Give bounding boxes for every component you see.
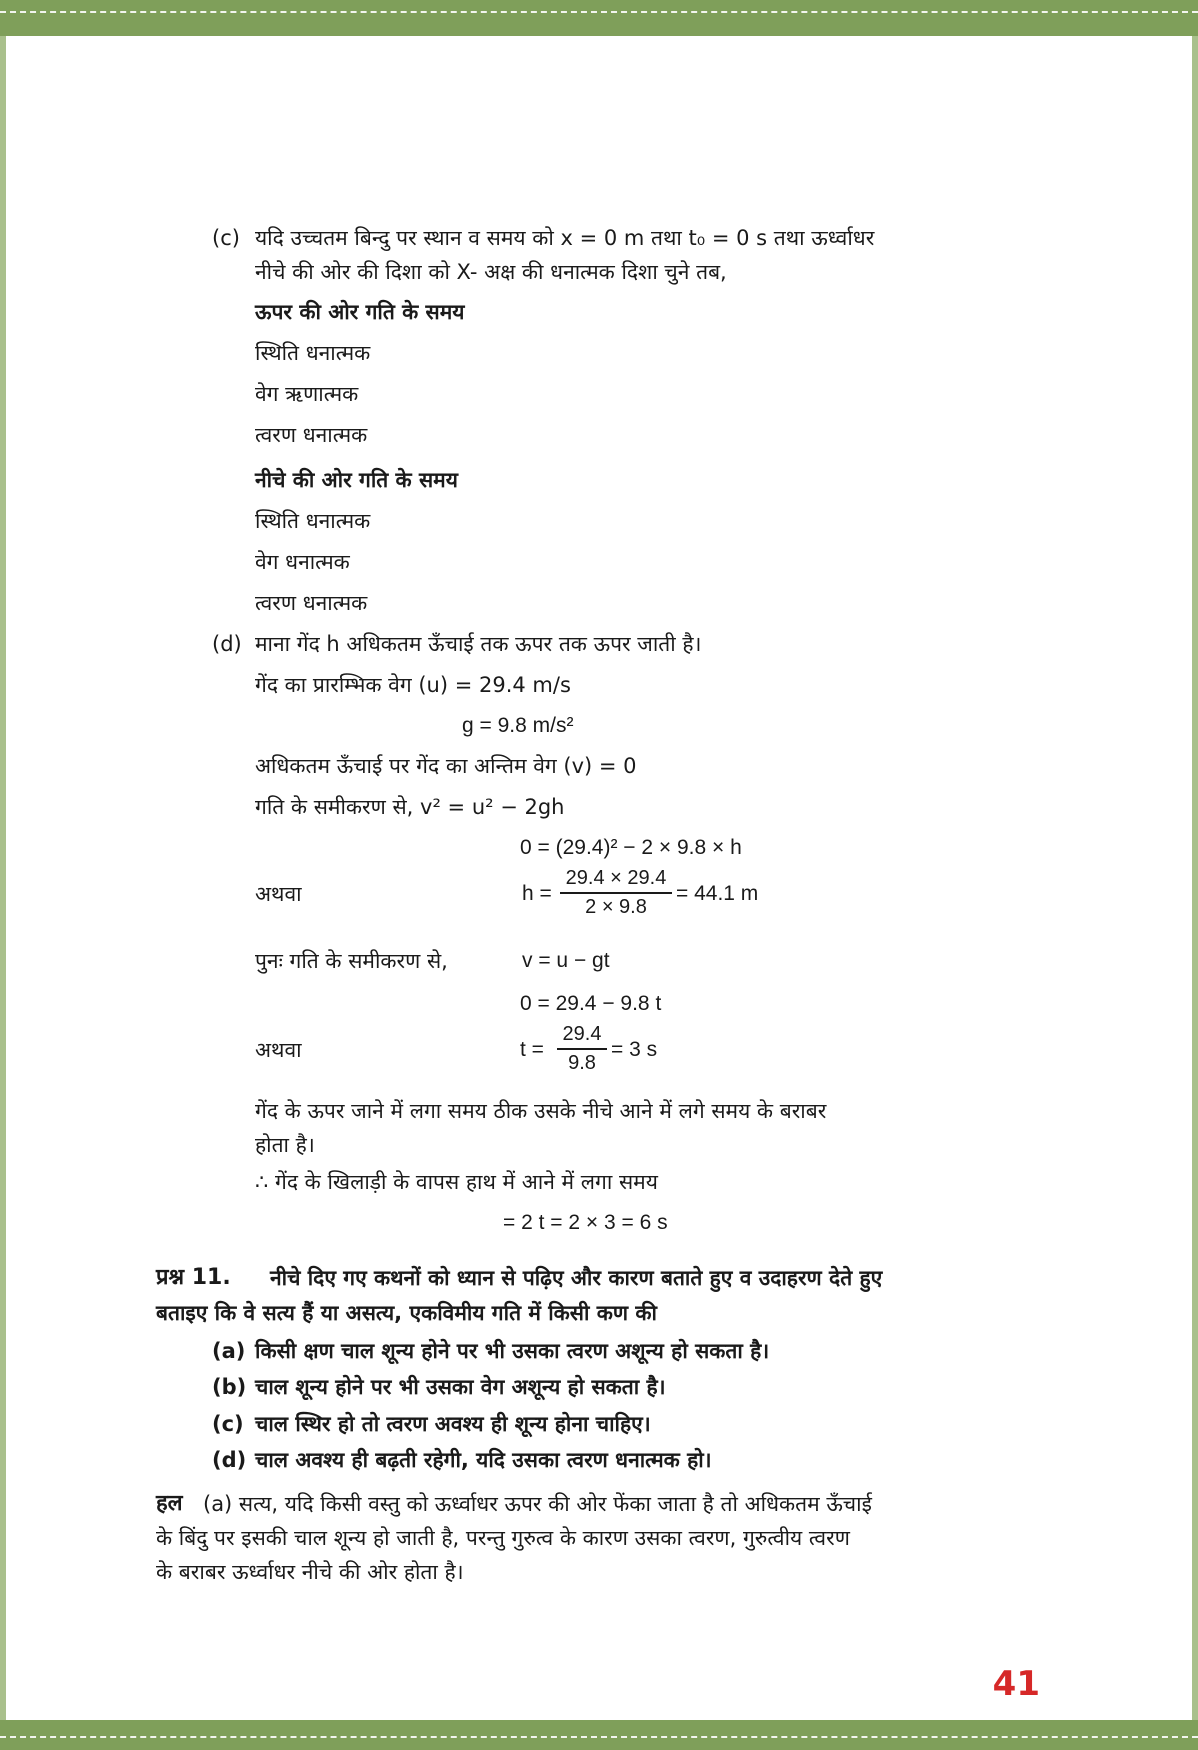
conclusion-line2: होता है। xyxy=(255,1133,315,1157)
t-lhs: t = xyxy=(520,1038,544,1061)
part-c-line2: नीचे की ओर की दिशा को X- अक्ष की धनात्मक दिशा चुने तब, xyxy=(255,260,727,284)
again-equation: v = u − gt xyxy=(522,949,610,972)
h-numerator: 29.4 × 29.4 xyxy=(560,866,672,894)
option-c-label: (c) xyxy=(212,1412,244,1436)
t-fraction xyxy=(557,1022,607,1076)
part-c-line1: यदि उच्चतम बिन्दु पर स्थान व समय को x = 0 m तथा t₀ = 0 s तथा ऊर्ध्वाधर xyxy=(255,226,875,250)
again-intro: पुनः गति के समीकरण से, xyxy=(255,949,448,973)
down-item-position: स्थिति धनात्मक xyxy=(255,509,371,533)
t-numerator: 29.4 xyxy=(557,1022,607,1050)
h-lhs: h = xyxy=(522,882,552,905)
part-c-label: (c) xyxy=(212,226,240,250)
equation-intro: गति के समीकरण से, v² = u² − 2gh xyxy=(255,795,565,819)
part-d-intro: माना गेंद h अधिकतम ऊँचाई तक ऊपर तक ऊपर जाती है। xyxy=(255,632,702,656)
t-denominator: 9.8 xyxy=(568,1052,596,1074)
therefore-line: ∴ गेंद के खिलाड़ी के वापस हाथ में आने में लगा समय xyxy=(255,1170,658,1194)
athva-label-2: अथवा xyxy=(255,1038,302,1062)
question-11-label: प्रश्न 11. xyxy=(156,1265,231,1290)
up-item-position: स्थिति धनात्मक xyxy=(255,341,371,365)
question-11-line1: नीचे दिए गए कथनों को ध्यान से पढ़िए और कारण बताते हुए व उदाहरण देते हुए xyxy=(270,1266,883,1290)
option-d-label: (d) xyxy=(212,1448,247,1472)
part-d-label: (d) xyxy=(212,632,242,656)
solution-line2: के बिंदु पर इसकी चाल शून्य हो जाती है, परन्तु गुरुत्व के कारण उसका त्वरण, गुरुत्वीय त्वरण xyxy=(156,1526,850,1550)
up-item-acceleration: त्वरण धनात्मक xyxy=(255,423,368,447)
option-b-text: चाल शून्य होने पर भी उसका वेग अशून्य हो सकता है। xyxy=(255,1375,666,1399)
question-11-line2: बताइए कि वे सत्य हैं या असत्य, एकविमीय गति में किसी कण की xyxy=(156,1301,657,1325)
h-denominator: 2 × 9.8 xyxy=(585,896,647,918)
final-velocity: अधिकतम ऊँचाई पर गेंद का अन्तिम वेग (v) = 0 xyxy=(255,754,637,778)
initial-velocity: गेंद का प्रारम्भिक वेग (u) = 29.4 m/s xyxy=(255,673,571,697)
solution-line3: के बराबर ऊर्ध्वाधर नीचे की ओर होता है। xyxy=(156,1560,464,1584)
option-a-label: (a) xyxy=(212,1339,246,1363)
option-d-text: चाल अवश्य ही बढ़ती रहेगी, यदि उसका त्वरण धनात्मक हो। xyxy=(255,1448,712,1472)
option-c-text: चाल स्थिर हो तो त्वरण अवश्य ही शून्य होना चाहिए। xyxy=(255,1412,651,1436)
solution-line1: (a) सत्य, यदि किसी वस्तु को ऊर्ध्वाधर ऊपर की ओर फेंका जाता है तो अधिकतम ऊँचाई xyxy=(203,1492,872,1516)
option-b-label: (b) xyxy=(212,1375,247,1399)
solution-label: हल xyxy=(156,1491,183,1516)
down-item-velocity: वेग धनात्मक xyxy=(255,550,350,574)
athva-label: अथवा xyxy=(255,882,302,906)
option-a-text: किसी क्षण चाल शून्य होने पर भी उसका त्वरण अशून्य हो सकता है। xyxy=(255,1339,770,1363)
down-item-acceleration: त्वरण धनात्मक xyxy=(255,591,368,615)
total-time: = 2 t = 2 × 3 = 6 s xyxy=(503,1211,668,1234)
down-heading: नीचे की ओर गति के समय xyxy=(255,468,458,492)
h-result: = 44.1 m xyxy=(676,882,759,905)
substitution: 0 = (29.4)² − 2 × 9.8 × h xyxy=(520,836,742,859)
t-result: = 3 s xyxy=(611,1038,658,1061)
page-number: 41 xyxy=(992,1664,1040,1704)
conclusion-line1: गेंद के ऊपर जाने में लगा समय ठीक उसके नीचे आने में लगे समय के बराबर xyxy=(255,1099,827,1123)
h-fraction xyxy=(560,866,672,920)
g-value: g = 9.8 m/s² xyxy=(462,714,574,737)
t-substitution: 0 = 29.4 − 9.8 t xyxy=(520,992,662,1015)
up-item-velocity: वेग ऋणात्मक xyxy=(255,382,359,406)
up-heading: ऊपर की ओर गति के समय xyxy=(255,300,465,324)
